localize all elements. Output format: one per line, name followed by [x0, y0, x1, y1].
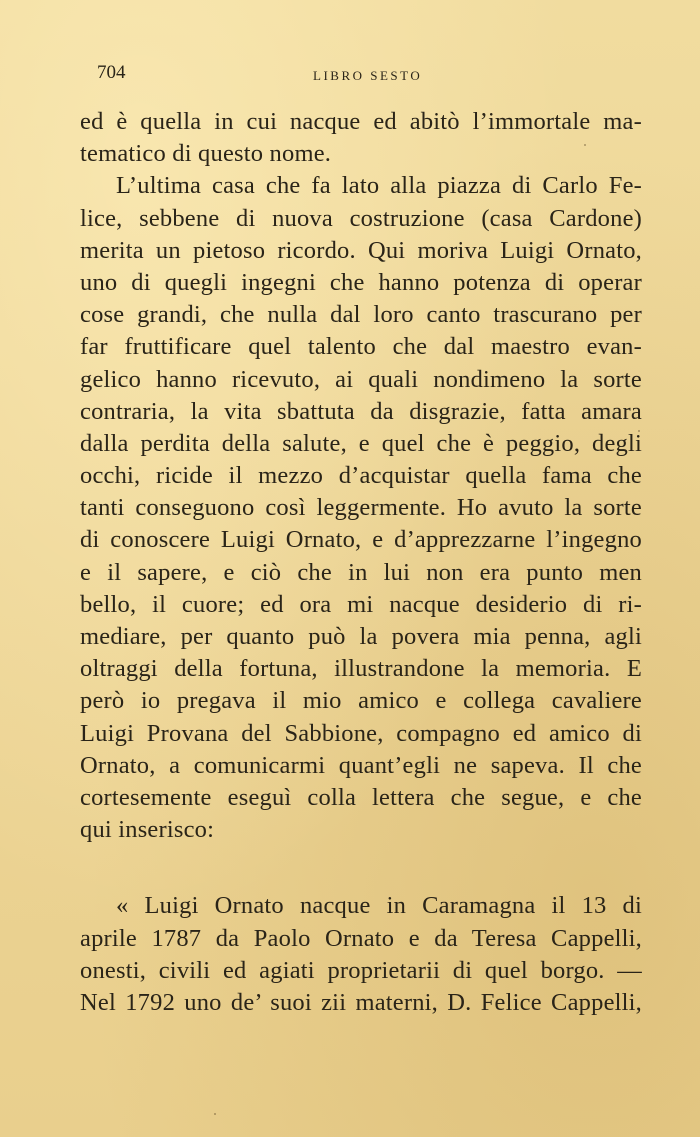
text-line: cose grandi, che nulla dal loro canto trascurano per	[80, 301, 642, 329]
paper-speck	[214, 1113, 216, 1115]
text-line: far fruttificare quel talento che dal maestro evan-	[80, 333, 642, 361]
text-line: però io pregava il mio amico e collega cavaliere	[80, 687, 642, 715]
running-head: LIBRO SESTO	[313, 68, 423, 83]
paragraph-3	[80, 890, 642, 1019]
text-line: merita un pietoso ricordo. Qui moriva Luigi Ornato,	[80, 236, 642, 264]
page-header	[97, 62, 642, 92]
text-line: Nel 1792 uno de’ suoi zii materni, D. Felice Cappelli,	[80, 988, 642, 1016]
paper-speck	[584, 144, 586, 146]
text-line: occhi, ricide il mezzo d’acquistar quella fama che	[80, 462, 642, 490]
text-line: lice, sebbene di nuova costruzione (casa Cardone)	[80, 204, 642, 232]
text-line: oltraggi della fortuna, illustrandone la memoria. E	[80, 655, 642, 683]
text-line: gelico hanno ricevuto, ai quali nondimeno la sorte	[80, 365, 642, 393]
text-line: « Luigi Ornato nacque in Caramagna il 13 di	[116, 892, 642, 920]
text-line: Luigi Provana del Sabbione, compagno ed amico di	[80, 719, 642, 747]
text-line: tematico di questo nome.	[80, 140, 332, 168]
text-line: cortesemente eseguì colla lettera che segue, e che	[80, 783, 642, 811]
text-line: aprile 1787 da Paolo Ornato e da Teresa Cappelli,	[80, 924, 642, 952]
paragraph-spacer	[80, 846, 642, 890]
page-number: 704	[97, 62, 126, 83]
text-line: bello, il cuore; ed ora mi nacque desiderio di ri-	[80, 590, 642, 618]
text-line: ed è quella in cui nacque ed abitò l’immortale ma-	[80, 108, 642, 135]
text-line: L’ultima casa che fa lato alla piazza di Carlo Fe-	[116, 172, 642, 200]
text-line: uno di quegli ingegni che hanno potenza di operar	[80, 268, 642, 296]
body-text	[80, 106, 642, 1019]
paragraph-1	[80, 106, 642, 170]
paragraph-2	[80, 170, 642, 846]
text-line: dalla perdita della salute, e quel che è peggio, degli	[80, 429, 642, 457]
text-line: qui inserisco:	[80, 816, 215, 844]
paper-speck	[638, 430, 640, 432]
text-line: di conoscere Luigi Ornato, e d’apprezzarne l’ingegno	[80, 526, 642, 554]
text-line: onesti, civili ed agiati proprietarii di quel borgo. —	[80, 956, 642, 984]
text-line: contraria, la vita sbattuta da disgrazie, fatta amara	[80, 397, 642, 425]
text-line: Ornato, a comunicarmi quant’egli ne sapeva. Il che	[80, 751, 642, 779]
text-line: mediare, per quanto può la povera mia penna, agli	[80, 623, 642, 650]
text-line: e il sapere, e ciò che in lui non era punto men	[80, 558, 642, 586]
text-line: tanti conseguono così leggermente. Ho avuto la sorte	[80, 494, 642, 522]
